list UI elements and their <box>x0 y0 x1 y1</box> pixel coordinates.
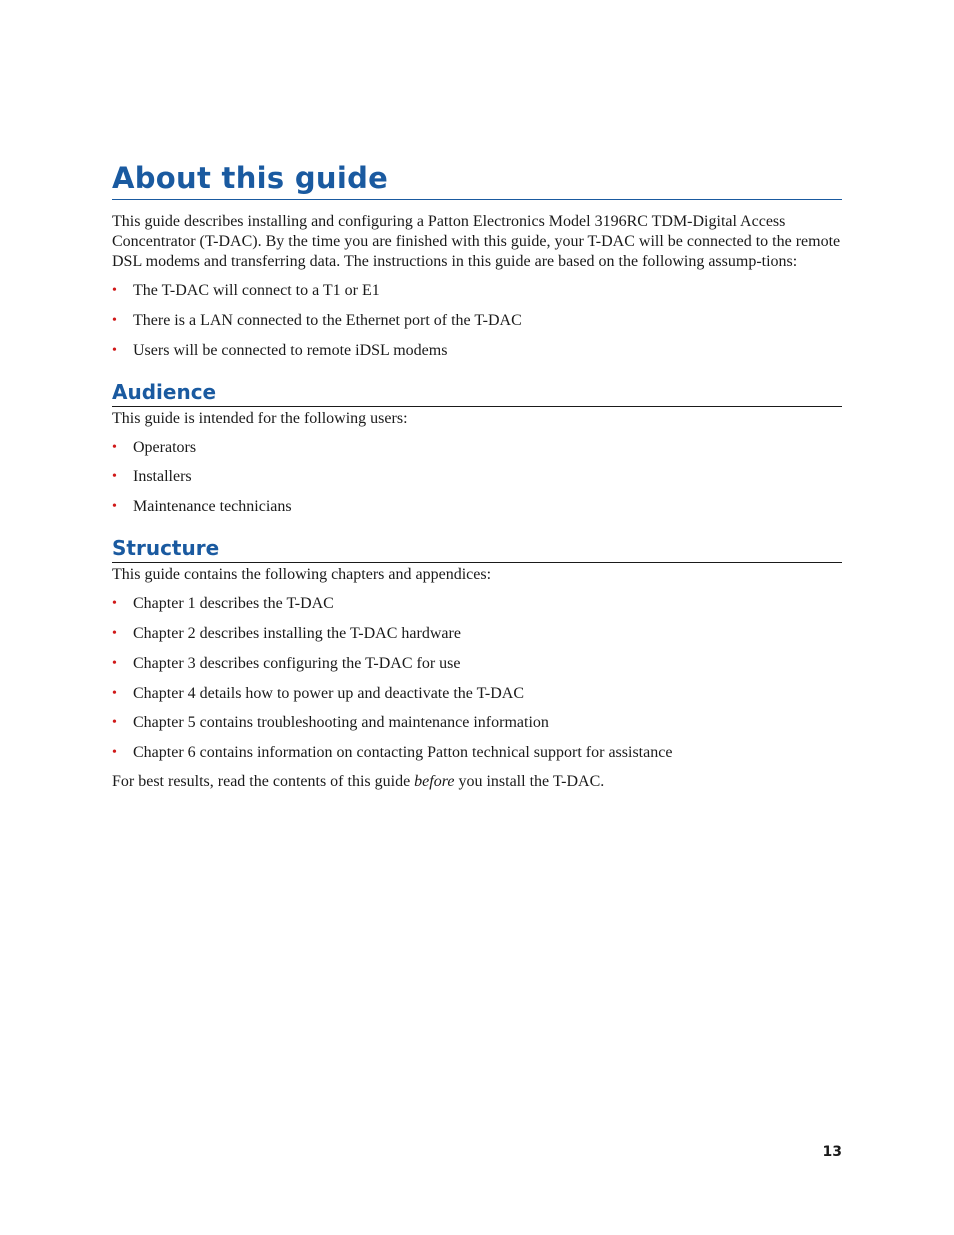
bullet-icon: • <box>112 596 117 612</box>
bullet-icon: • <box>112 745 117 761</box>
page-number: 13 <box>822 1144 842 1160</box>
list-item: • Chapter 4 details how to power up and deactivate the T-DAC <box>112 684 525 702</box>
audience-paragraph: This guide is intended for the following users: <box>112 409 408 427</box>
audience-list <box>112 438 842 518</box>
list-item: • Users will be connected to remote iDSL modems <box>112 341 448 359</box>
list-item: • Chapter 1 describes the T-DAC <box>112 595 334 613</box>
intro-paragraph: This guide describes installing and configuring a Patton Electronics Model 3196RC TDM-Digital Access Concentrator (T-DAC). By the time you are finished with this guide, your T-DAC will be connected to the remote DSL modems and transferring data. The instructions in this guide are based on the following assump-tions: <box>112 213 841 270</box>
list-item: • Operators <box>112 438 197 456</box>
list-item: • Chapter 3 describes configuring the T-DAC for use <box>112 654 461 672</box>
bullet-icon: • <box>112 439 117 455</box>
assumptions-list <box>112 281 842 361</box>
bullet-icon: • <box>112 655 117 671</box>
page-content <box>112 158 842 792</box>
structure-list <box>112 594 842 763</box>
bullet-icon: • <box>112 625 117 641</box>
list-item: • Installers <box>112 468 192 486</box>
emphasis-text: before <box>414 773 455 791</box>
bullet-icon: • <box>112 283 117 298</box>
bullet-icon: • <box>112 685 117 701</box>
list-item: • The T-DAC will connect to a T1 or E1 <box>112 282 380 299</box>
structure-paragraph: This guide contains the following chapters and appendices: <box>112 566 492 584</box>
list-item: • Chapter 2 describes installing the T-DAC hardware <box>112 624 461 642</box>
list-item: • Chapter 5 contains troubleshooting and maintenance information <box>112 714 549 732</box>
page-title: About this guide <box>112 158 842 200</box>
audience-heading: Audience <box>112 379 842 407</box>
list-item: • Maintenance technicians <box>112 498 292 516</box>
bullet-icon: • <box>112 312 117 328</box>
bullet-icon: • <box>112 499 117 515</box>
list-item: • There is a LAN connected to the Ethernet port of the T-DAC <box>112 311 522 329</box>
bullet-icon: • <box>112 469 117 485</box>
closing-paragraph: For best results, read the contents of this guide before you install the T-DAC. <box>112 773 605 791</box>
bullet-icon: • <box>112 715 117 731</box>
structure-heading: Structure <box>112 535 842 563</box>
bullet-icon: • <box>112 342 117 358</box>
list-item: • Chapter 6 contains information on contacting Patton technical support for assistance <box>112 744 673 762</box>
